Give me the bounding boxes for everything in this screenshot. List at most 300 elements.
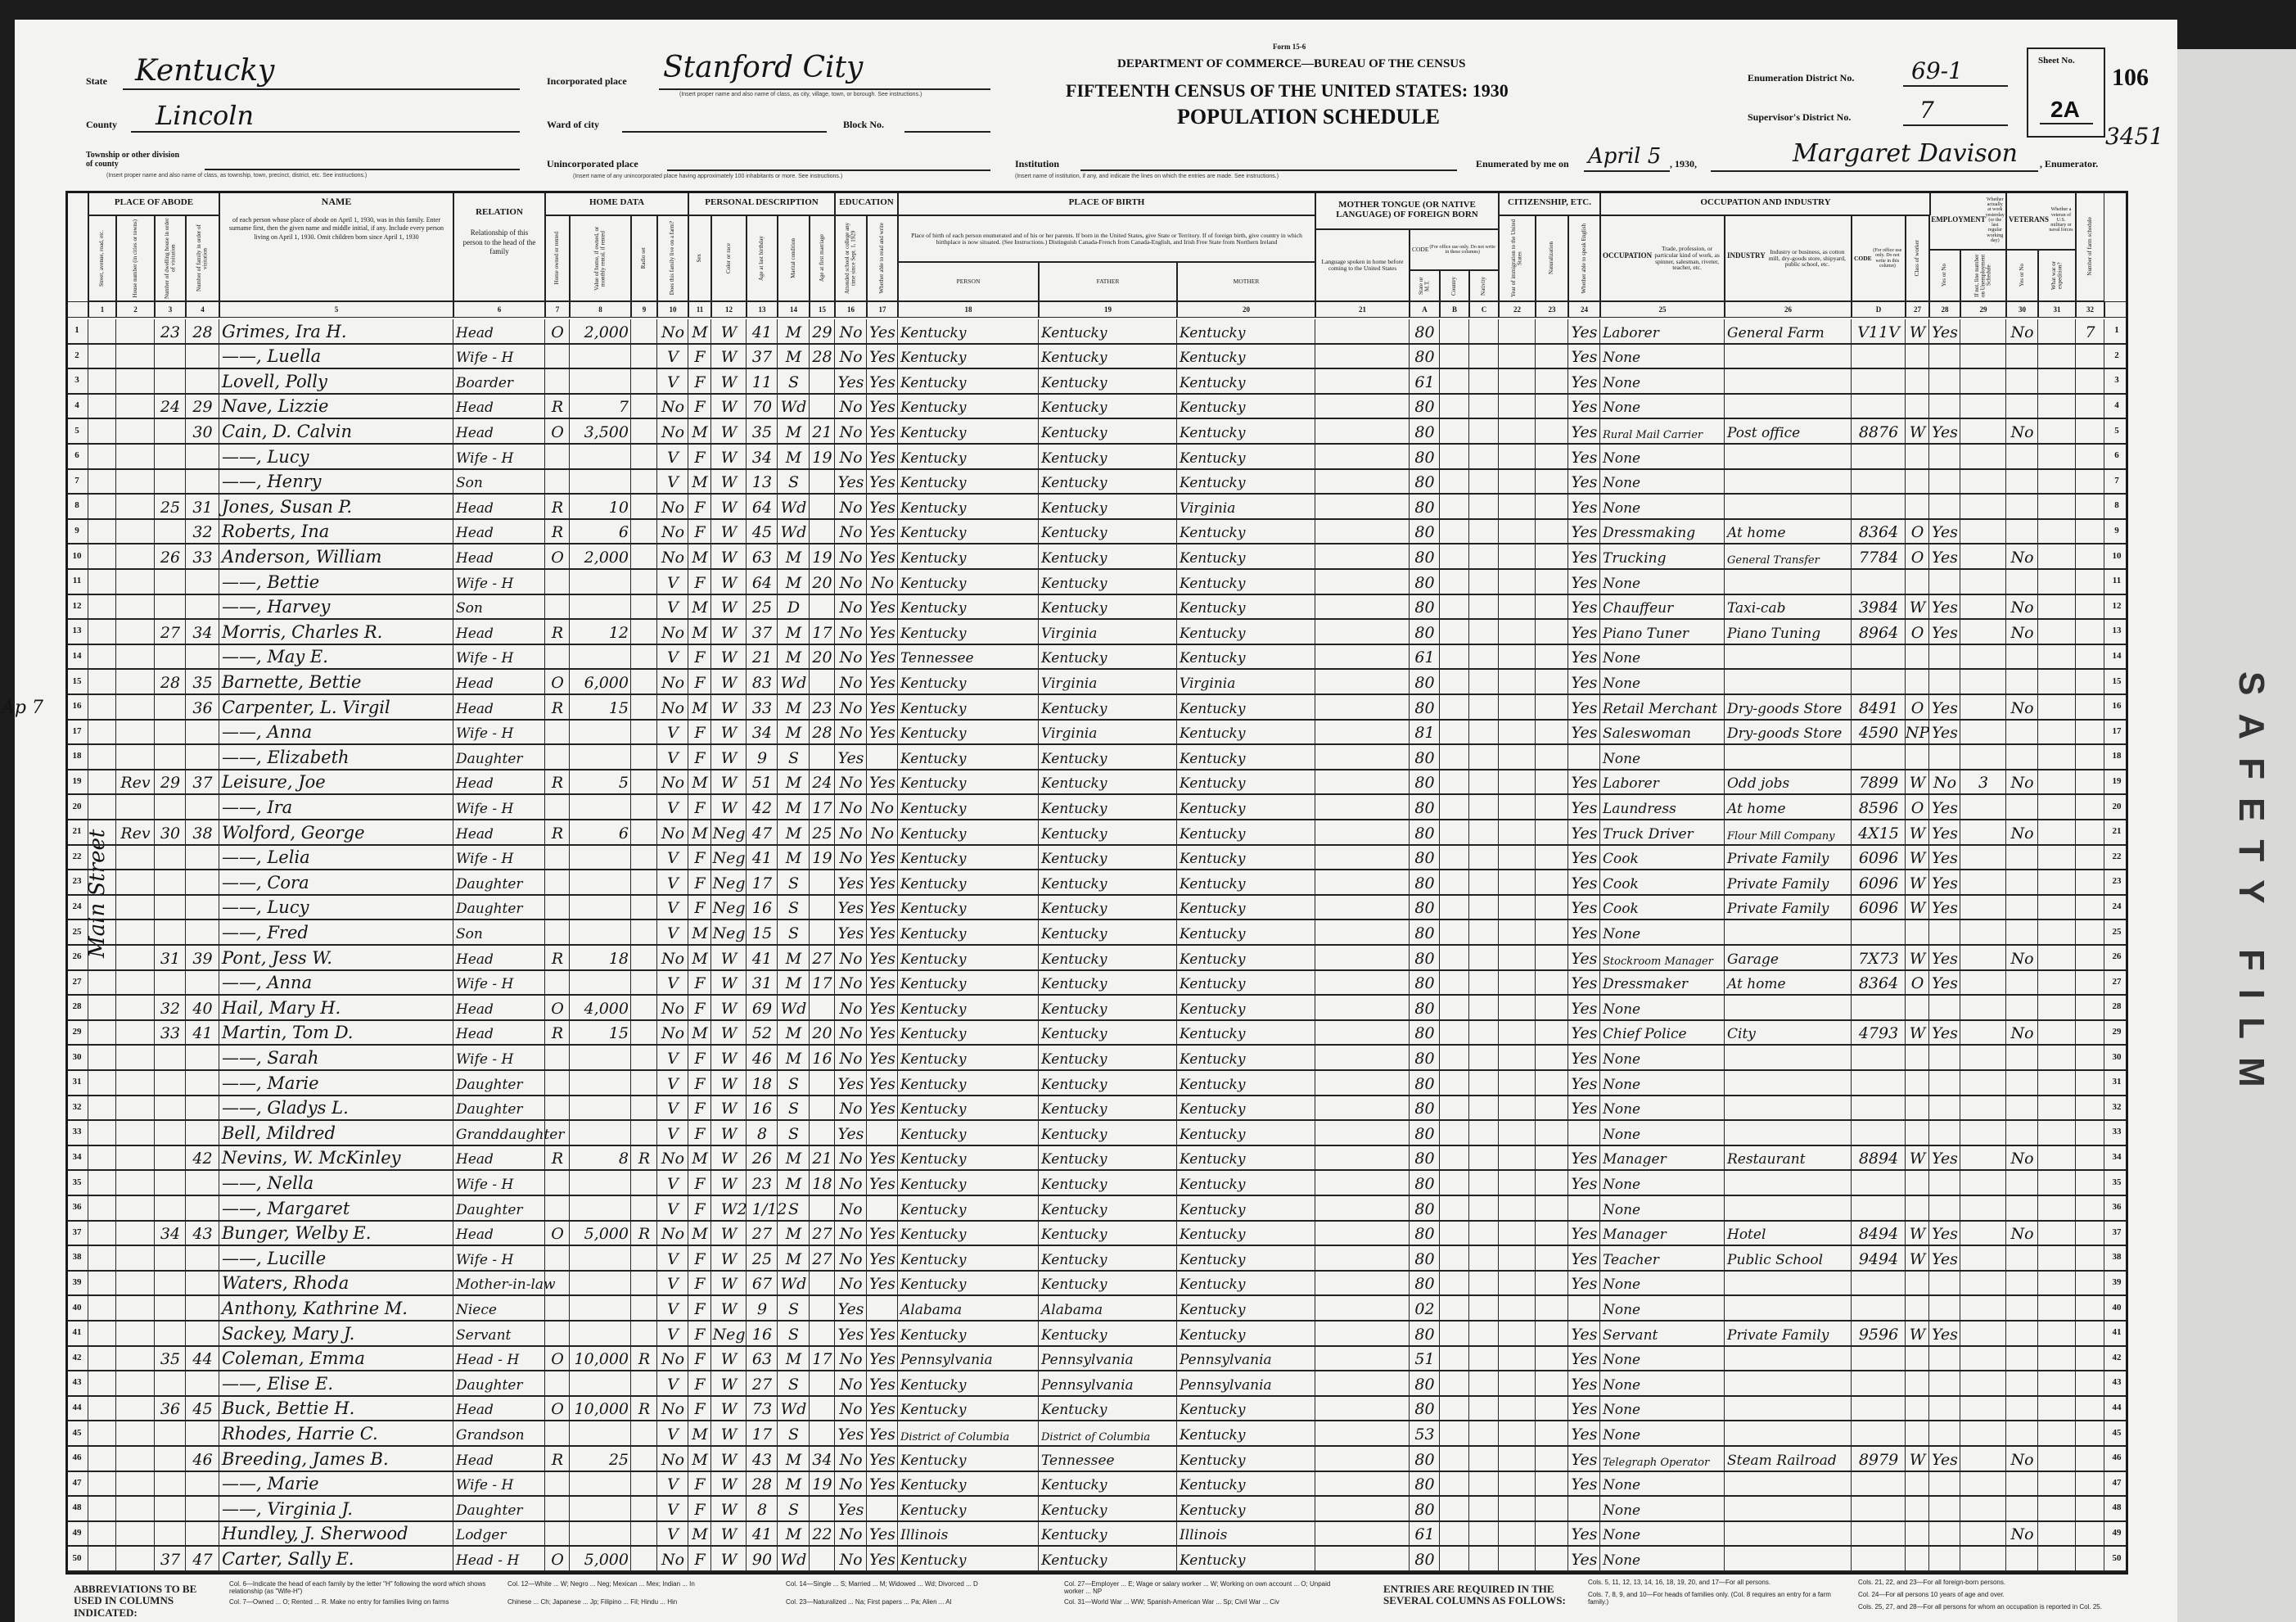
line-number-right: 1: [2114, 325, 2119, 336]
cell-farm: No: [657, 495, 688, 518]
cell-hn: [116, 1397, 155, 1421]
subheader-farm: [657, 215, 688, 301]
cell-bpf: Virginia: [1039, 721, 1177, 744]
cell-bpm: Kentucky: [1177, 1121, 1315, 1145]
cell-imm: [1499, 920, 1536, 944]
table-row: [65, 495, 2128, 520]
cell-occ: None: [1600, 1046, 1725, 1069]
cell-hn: [116, 695, 155, 719]
entries-note: Col. 24—For all persons 10 years of age and over.: [1858, 1591, 2005, 1598]
cell-cc: [1469, 495, 1499, 518]
cell-sex: M: [688, 770, 711, 794]
cell-bpf: Kentucky: [1039, 1497, 1177, 1520]
cell-vet: [2006, 520, 2038, 544]
cell-work: [1929, 570, 1960, 594]
cell-sch: No: [835, 1096, 867, 1120]
cell-occ: Trucking: [1600, 544, 1725, 568]
cell-nat: [1536, 1171, 1568, 1195]
cell-imm: [1499, 1071, 1536, 1095]
cell-rel: Wife - H: [453, 721, 545, 744]
table-row: [65, 419, 2128, 445]
cell-sex: F: [688, 1547, 711, 1570]
cell-st: [88, 470, 116, 494]
cell-ten: [545, 745, 570, 769]
cell-age: 73: [747, 1397, 778, 1421]
subheader-cb: [1440, 270, 1469, 301]
line-number: 27: [65, 971, 88, 995]
line-number-right: 33: [2112, 1127, 2122, 1137]
cell-hn: [116, 1096, 155, 1120]
cell-race: W: [711, 1046, 747, 1069]
cell-cw: [1906, 670, 1929, 694]
cell-hn: [116, 570, 155, 594]
cell-oc: 8364: [1852, 520, 1906, 544]
cell-mar: S: [778, 1296, 810, 1320]
cell-mt: [1315, 1447, 1410, 1471]
cell-work: Yes: [1929, 1146, 1960, 1170]
cell-fm: 36: [186, 695, 219, 719]
column-number-dw: 3: [155, 301, 186, 318]
cell-name: ——, Lucy: [219, 896, 453, 919]
cell-eng: Yes: [1568, 319, 1600, 343]
cell-ind: [1725, 1472, 1852, 1496]
cell-sch: No: [835, 645, 867, 669]
institution-note: (Insert name of institution, if any, and indicate the lines on which the entries are made. See instructions.): [1015, 174, 1279, 179]
cell-ind: [1725, 395, 1852, 418]
cell-war: [2038, 345, 2076, 368]
table-row: [65, 1222, 2128, 1247]
cell-radio: [631, 1121, 657, 1145]
film-edge-marking: SAFETY FILM: [2231, 671, 2271, 1105]
table-row: [65, 645, 2128, 671]
cell-oc: 8596: [1852, 795, 1906, 819]
cell-agm: 21: [810, 419, 835, 443]
cell-agm: 29: [810, 319, 835, 343]
cell-cc: [1469, 870, 1499, 894]
cell-rw: Yes: [867, 369, 898, 393]
name-header-title: NAME: [321, 196, 352, 207]
cell-ca: 53: [1410, 1421, 1440, 1445]
cell-rw: Yes: [867, 1071, 898, 1095]
cell-rw: Yes: [867, 971, 898, 995]
cell-race: W: [711, 1397, 747, 1421]
cell-agm: [810, 1071, 835, 1095]
cell-hn: [116, 544, 155, 568]
table-row: [65, 1272, 2128, 1297]
line-number-right: 40: [2112, 1302, 2122, 1313]
cell-val: [570, 645, 631, 669]
cell-hn: [116, 1547, 155, 1570]
line-number-right: 48: [2112, 1502, 2122, 1513]
cell-mar: M: [778, 1447, 810, 1471]
cell-unemp: [1960, 645, 2006, 669]
cell-cw: [1906, 470, 1929, 494]
cell-fm: [186, 1121, 219, 1145]
cell-rel: Wife - H: [453, 1246, 545, 1270]
cell-work: [1929, 345, 1960, 368]
line-number-right: 28: [2112, 1001, 2122, 1012]
cell-val: [570, 1497, 631, 1520]
cell-hn: [116, 1522, 155, 1546]
cell-mar: M: [778, 946, 810, 969]
cell-fm: 45: [186, 1397, 219, 1421]
cell-mt: [1315, 1196, 1410, 1220]
table-row: [65, 1196, 2128, 1222]
cell-cb: [1440, 1222, 1469, 1245]
cell-name: ——, Luella: [219, 345, 453, 368]
cell-ca: 80: [1410, 1046, 1440, 1069]
cell-mt: [1315, 1071, 1410, 1095]
cell-bpf: Pennsylvania: [1039, 1347, 1177, 1371]
cell-dw: 28: [155, 670, 186, 694]
cell-cc: [1469, 1171, 1499, 1195]
cell-ten: [545, 369, 570, 393]
table-row: [65, 820, 2128, 846]
cell-bpf: Kentucky: [1039, 795, 1177, 819]
cell-unemp: [1960, 395, 2006, 418]
cell-nat: [1536, 1522, 1568, 1546]
cell-bp: Kentucky: [898, 495, 1039, 518]
cell-sex: F: [688, 395, 711, 418]
cell-farm: No: [657, 996, 688, 1019]
cell-cc: [1469, 946, 1499, 969]
cell-dw: [155, 795, 186, 819]
cell-war: [2038, 1246, 2076, 1270]
cell-unemp: [1960, 1296, 2006, 1320]
cell-sex: F: [688, 896, 711, 919]
cell-oc: [1852, 1497, 1906, 1520]
cell-fm: [186, 1071, 219, 1095]
cell-radio: [631, 369, 657, 393]
cell-vet: [2006, 1371, 2038, 1395]
cell-vet: [2006, 1397, 2038, 1421]
cell-unemp: [1960, 1021, 2006, 1045]
cell-dw: 37: [155, 1547, 186, 1570]
subheader-work-label: Yes or No: [1941, 264, 1948, 287]
cell-cb: [1440, 620, 1469, 644]
cell-bp: Kentucky: [898, 820, 1039, 844]
cell-imm: [1499, 419, 1536, 443]
cell-val: [570, 1071, 631, 1095]
cell-vet: [2006, 1472, 2038, 1496]
cell-eng: Yes: [1568, 1447, 1600, 1471]
cell-ten: O: [545, 319, 570, 343]
cell-nat: [1536, 770, 1568, 794]
cell-ca: 80: [1410, 1497, 1440, 1520]
cell-val: 4,000: [570, 996, 631, 1019]
cell-bpm: Kentucky: [1177, 319, 1315, 343]
cell-war: [2038, 395, 2076, 418]
cell-eng: Yes: [1568, 369, 1600, 393]
subheader-cc-label: Nativity: [1480, 276, 1487, 296]
form-number: Form 15-6: [1273, 43, 1306, 51]
enumerated-date-line: [1584, 170, 1670, 172]
cell-mar: M: [778, 544, 810, 568]
cell-sch: No: [835, 1046, 867, 1069]
cell-name: Lovell, Polly: [219, 369, 453, 393]
cell-race: Neg: [711, 820, 747, 844]
cell-work: Yes: [1929, 544, 1960, 568]
entries-note: Cols. 7, 8, 9, and 10—For heads of families only. (Col. 8 requires an entry for a farm family.): [1588, 1591, 1831, 1606]
cell-eng: Yes: [1568, 1522, 1600, 1546]
cell-race: W: [711, 1121, 747, 1145]
cell-eng: Yes: [1568, 345, 1600, 368]
cell-eng: Yes: [1568, 770, 1600, 794]
cell-sex: M: [688, 1222, 711, 1245]
cell-radio: [631, 1096, 657, 1120]
cell-imm: [1499, 795, 1536, 819]
abbreviation-note: Col. 7—Owned ... O; Rented ... R. Make no entry for families living on farms: [229, 1598, 449, 1606]
cell-bpm: Kentucky: [1177, 721, 1315, 744]
table-row: [65, 1322, 2128, 1347]
cell-st: [88, 745, 116, 769]
cell-imm: [1499, 495, 1536, 518]
cell-race: W: [711, 770, 747, 794]
cell-bpm: Kentucky: [1177, 1322, 1315, 1345]
cell-sch: No: [835, 1447, 867, 1471]
cell-cb: [1440, 369, 1469, 393]
cell-hn: [116, 470, 155, 494]
cell-sch: Yes: [835, 1296, 867, 1320]
cell-agm: 28: [810, 721, 835, 744]
line-number-right: 9: [2114, 526, 2119, 536]
cell-name: ——, May E.: [219, 645, 453, 669]
cell-imm: [1499, 470, 1536, 494]
cell-fm: [186, 645, 219, 669]
cell-cw: O: [1906, 971, 1929, 995]
cell-bpm: Kentucky: [1177, 1171, 1315, 1195]
cell-dw: 27: [155, 620, 186, 644]
occupation-header-title: OCCUPATION: [1603, 251, 1653, 260]
cell-rw: Yes: [867, 721, 898, 744]
cell-name: Breeding, James B.: [219, 1447, 453, 1471]
cell-race: W: [711, 1547, 747, 1570]
cell-ind: [1725, 1121, 1852, 1145]
cell-mt: [1315, 1371, 1410, 1395]
cell-race: W: [711, 1522, 747, 1546]
cell-oc: [1852, 1547, 1906, 1570]
cell-name: Pont, Jess W.: [219, 946, 453, 969]
enumerated-date: April 5: [1588, 144, 1662, 169]
cell-rel: Wife - H: [453, 445, 545, 468]
cell-unemp: [1960, 1497, 2006, 1520]
cell-cb: [1440, 1547, 1469, 1570]
cell-mar: M: [778, 1472, 810, 1496]
cell-age: 43: [747, 1447, 778, 1471]
cell-rw: Yes: [867, 1472, 898, 1496]
subheader-radio-label: Radio set: [640, 247, 647, 269]
cell-agm: [810, 369, 835, 393]
cell-occ: Telegraph Operator: [1600, 1447, 1725, 1471]
cell-race: W: [711, 1447, 747, 1471]
cell-imm: [1499, 1347, 1536, 1371]
line-number: 46: [65, 1447, 88, 1471]
cell-ten: [545, 1322, 570, 1345]
cell-oc: 3984: [1852, 595, 1906, 619]
cell-name: Hail, Mary H.: [219, 996, 453, 1019]
cell-val: 7: [570, 395, 631, 418]
cell-radio: [631, 544, 657, 568]
cell-vet: [2006, 670, 2038, 694]
cell-radio: [631, 1421, 657, 1445]
cell-ind: [1725, 445, 1852, 468]
cell-val: 10,000: [570, 1397, 631, 1421]
cell-imm: [1499, 570, 1536, 594]
cell-val: [570, 745, 631, 769]
cell-bpm: Virginia: [1177, 670, 1315, 694]
cell-nat: [1536, 670, 1568, 694]
cell-unemp: [1960, 1046, 2006, 1069]
line-number: 38: [65, 1246, 88, 1270]
subheader-radio: [631, 215, 657, 301]
cell-dw: [155, 1497, 186, 1520]
cell-farm: No: [657, 520, 688, 544]
relation-header: [453, 191, 545, 301]
cell-mar: Wd: [778, 1397, 810, 1421]
cell-occ: None: [1600, 570, 1725, 594]
cell-ten: R: [545, 620, 570, 644]
cell-ten: R: [545, 495, 570, 518]
cell-rw: Yes: [867, 670, 898, 694]
cell-sex: F: [688, 1296, 711, 1320]
cell-oc: [1852, 1347, 1906, 1371]
cell-sch: No: [835, 1272, 867, 1295]
cell-oc: [1852, 1472, 1906, 1496]
cell-bpm: Kentucky: [1177, 1472, 1315, 1496]
cell-sex: M: [688, 544, 711, 568]
cell-sex: F: [688, 1171, 711, 1195]
cell-mt: [1315, 395, 1410, 418]
cell-fm: [186, 1046, 219, 1069]
cell-fs: [2076, 1246, 2104, 1270]
cell-fm: [186, 1246, 219, 1270]
cell-fs: [2076, 369, 2104, 393]
cell-vet: [2006, 1322, 2038, 1345]
line-number-right: 35: [2112, 1177, 2122, 1187]
employment-header-title: EMPLOYMENT: [1931, 215, 1986, 224]
cell-vet: [2006, 570, 2038, 594]
cell-mar: M: [778, 795, 810, 819]
cell-rw: Yes: [867, 544, 898, 568]
cell-ind: [1725, 1171, 1852, 1195]
subheader-war: [2038, 250, 2076, 301]
cell-war: [2038, 1096, 2076, 1120]
county-label: County: [86, 119, 118, 130]
cell-eng: Yes: [1568, 1096, 1600, 1120]
cell-vet: No: [2006, 1222, 2038, 1245]
cell-bpf: Kentucky: [1039, 544, 1177, 568]
cell-rel: Head: [453, 695, 545, 719]
cell-mar: S: [778, 896, 810, 919]
cell-name: Bunger, Welby E.: [219, 1222, 453, 1245]
subheader-hn: [116, 215, 155, 301]
cell-sch: No: [835, 495, 867, 518]
cell-nat: [1536, 1371, 1568, 1395]
cell-sch: No: [835, 345, 867, 368]
cell-name: Rhodes, Harrie C.: [219, 1421, 453, 1445]
cell-eng: Yes: [1568, 495, 1600, 518]
cell-mar: S: [778, 1096, 810, 1120]
cell-mt: [1315, 1096, 1410, 1120]
cell-mt: [1315, 920, 1410, 944]
cell-hn: [116, 419, 155, 443]
cell-age: 18: [747, 1071, 778, 1095]
cell-ten: [545, 1171, 570, 1195]
cell-age: 46: [747, 1046, 778, 1069]
cell-radio: [631, 595, 657, 619]
cell-war: [2038, 570, 2076, 594]
cell-unemp: [1960, 1272, 2006, 1295]
cell-eng: [1568, 1196, 1600, 1220]
cell-cw: W: [1906, 946, 1929, 969]
cell-fs: [2076, 1296, 2104, 1320]
cell-agm: [810, 470, 835, 494]
cell-hn: [116, 920, 155, 944]
table-row: [65, 1021, 2128, 1046]
cell-vet: [2006, 1296, 2038, 1320]
cell-bpf: Tennessee: [1039, 1447, 1177, 1471]
cell-mar: M: [778, 1222, 810, 1245]
cell-sex: F: [688, 1371, 711, 1395]
line-number-right: 17: [2112, 725, 2122, 736]
cell-ind: Dry-goods Store: [1725, 695, 1852, 719]
cell-bp: Kentucky: [898, 620, 1039, 644]
cell-name: Hundley, J. Sherwood: [219, 1522, 453, 1546]
cell-dw: [155, 595, 186, 619]
cell-ten: O: [545, 1397, 570, 1421]
cell-mar: M: [778, 1246, 810, 1270]
cell-unemp: [1960, 544, 2006, 568]
cell-oc: 4590: [1852, 721, 1906, 744]
cell-st: [88, 1046, 116, 1069]
cell-ten: O: [545, 1222, 570, 1245]
cell-bp: Kentucky: [898, 369, 1039, 393]
cell-radio: [631, 395, 657, 418]
cell-farm: No: [657, 770, 688, 794]
cell-oc: 8494: [1852, 1222, 1906, 1245]
place-of-abode-header: PLACE OF ABODE: [88, 191, 219, 215]
cell-bp: Kentucky: [898, 1272, 1039, 1295]
cell-nat: [1536, 795, 1568, 819]
cell-imm: [1499, 670, 1536, 694]
cell-agm: [810, 520, 835, 544]
cell-mt: [1315, 946, 1410, 969]
cell-cc: [1469, 319, 1499, 343]
cell-cb: [1440, 695, 1469, 719]
subheader-imm-label: Year of immigration to the United States: [1510, 219, 1523, 298]
cell-oc: [1852, 745, 1906, 769]
cell-race: W: [711, 1096, 747, 1120]
cell-rw: Yes: [867, 495, 898, 518]
cell-cw: W: [1906, 1222, 1929, 1245]
cell-bp: Kentucky: [898, 971, 1039, 995]
cell-vet: [2006, 1196, 2038, 1220]
cell-fs: [2076, 470, 2104, 494]
cell-st: [88, 1497, 116, 1520]
subheader-war-label: What war or expedition?: [2050, 261, 2063, 290]
cell-occ: None: [1600, 745, 1725, 769]
cell-bpm: Kentucky: [1177, 820, 1315, 844]
cell-occ: None: [1600, 445, 1725, 468]
cell-war: [2038, 495, 2076, 518]
cell-cb: [1440, 971, 1469, 995]
cell-ten: [545, 445, 570, 468]
name-header-description: of each person whose place of abode on April 1, 1930, was in this family. Enter surname first, then the given name and middle initial, if any. Include every person living on April 1, 1930. Omit children born since April 1, 1930: [228, 216, 444, 241]
cell-fs: [2076, 920, 2104, 944]
line-number: 41: [65, 1322, 88, 1345]
cell-bpm: Kentucky: [1177, 1021, 1315, 1045]
institution-line: [1080, 169, 1457, 171]
